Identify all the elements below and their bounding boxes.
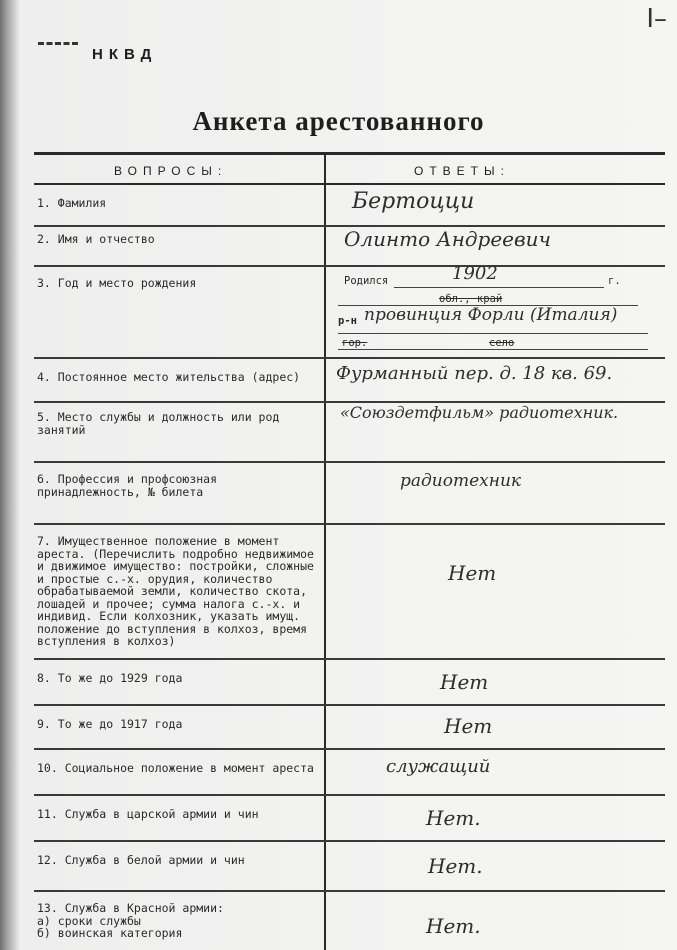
table-row-birth — [34, 265, 665, 359]
table-row-property-1929 — [34, 658, 665, 706]
question-surname: 1. Фамилия — [37, 196, 107, 210]
question-tsarist-army: 11. Служба в царской армии и чин — [37, 807, 259, 821]
region-label: обл., край — [439, 293, 503, 305]
birth-place: провинция Форли (Италия) — [364, 305, 618, 325]
born-label: Родился — [344, 275, 389, 287]
question-property-1929: 8. То же до 1929 года — [37, 671, 183, 685]
answer-red-army: Нет. — [426, 914, 481, 938]
year-suffix-label: г. — [608, 275, 621, 287]
answer-property-1929: Нет — [440, 670, 489, 694]
table-row-red-army — [34, 890, 665, 950]
form-title: Анкета арестованного — [192, 106, 485, 136]
village-label: село — [489, 337, 515, 349]
table-row-surname — [34, 183, 665, 227]
answer-address: Фурманный пер. д. 18 кв. 69. — [336, 363, 613, 384]
table-row-property — [34, 523, 665, 660]
answer-property: Нет — [448, 561, 497, 585]
agency-name: НКВД — [92, 46, 158, 63]
district-fill-line — [338, 333, 648, 334]
questions-column-header: ВОПРОСЫ: — [114, 164, 228, 178]
question-property: 7. Имущественное положение в момент ареста. (Перечислить подробно недвижимое и движимое имущество: постройки, сложные и простые с.-х. орудия, количество обрабатываемой земли, количество скота, лошадей и прочее; сумма налога с.-х. и индивид. Если колхозник, указать имущ. положение до вступления в колхоз, время вступления в колхоз) — [37, 534, 314, 648]
question-address: 4. Постоянное место жительства (адрес) — [37, 370, 301, 384]
question-white-army: 12. Служба в белой армии и чин — [37, 853, 245, 867]
table-row-employment — [34, 401, 665, 463]
table-row-social-status — [34, 748, 665, 796]
answer-employment: «Союздетфильм» радиотехник. — [340, 403, 619, 422]
table-row-property-1917 — [34, 704, 665, 750]
question-social-status: 10. Социальное положение в момент ареста — [37, 761, 314, 775]
question-name-patronymic: 2. Имя и отчество — [37, 232, 155, 246]
table-row-profession — [34, 461, 665, 525]
question-employment: 5. Место службы и должность или род занятий — [37, 410, 280, 437]
question-property-1917: 9. То же до 1917 года — [37, 717, 183, 731]
birth-year: 1902 — [452, 263, 498, 284]
table-top-rule — [34, 152, 665, 155]
question-red-army: 13. Служба в Красной армии: а) сроки службы б) воинская категория — [37, 901, 224, 940]
answer-tsarist-army: Нет. — [426, 806, 481, 830]
table-row-name-patronymic — [34, 225, 665, 267]
table-row-white-army — [34, 840, 665, 892]
district-label: р-н — [338, 315, 357, 327]
question-profession: 6. Профессия и профсоюзная принадлежность, № билета — [37, 472, 218, 499]
answer-property-1917: Нет — [444, 714, 493, 738]
year-fill-line — [394, 287, 604, 288]
answer-white-army: Нет. — [428, 854, 483, 878]
answer-profession: радиотехник — [400, 471, 522, 491]
question-birth: 3. Год и место рождения — [37, 276, 197, 290]
corner-mark: I– — [646, 4, 667, 34]
answers-column-header: ОТВЕТЫ: — [414, 164, 510, 178]
table-row-tsarist-army — [34, 794, 665, 842]
table-row-address — [34, 357, 665, 403]
city-fill-line — [338, 349, 648, 350]
header-dash-line — [38, 42, 78, 45]
answer-name-patronymic: Олинто Андреевич — [344, 227, 551, 251]
city-label: гор. — [342, 337, 368, 349]
answer-surname: Бертоцци — [352, 189, 475, 214]
answer-social-status: служащий — [386, 756, 491, 777]
questionnaire-table — [34, 152, 665, 950]
